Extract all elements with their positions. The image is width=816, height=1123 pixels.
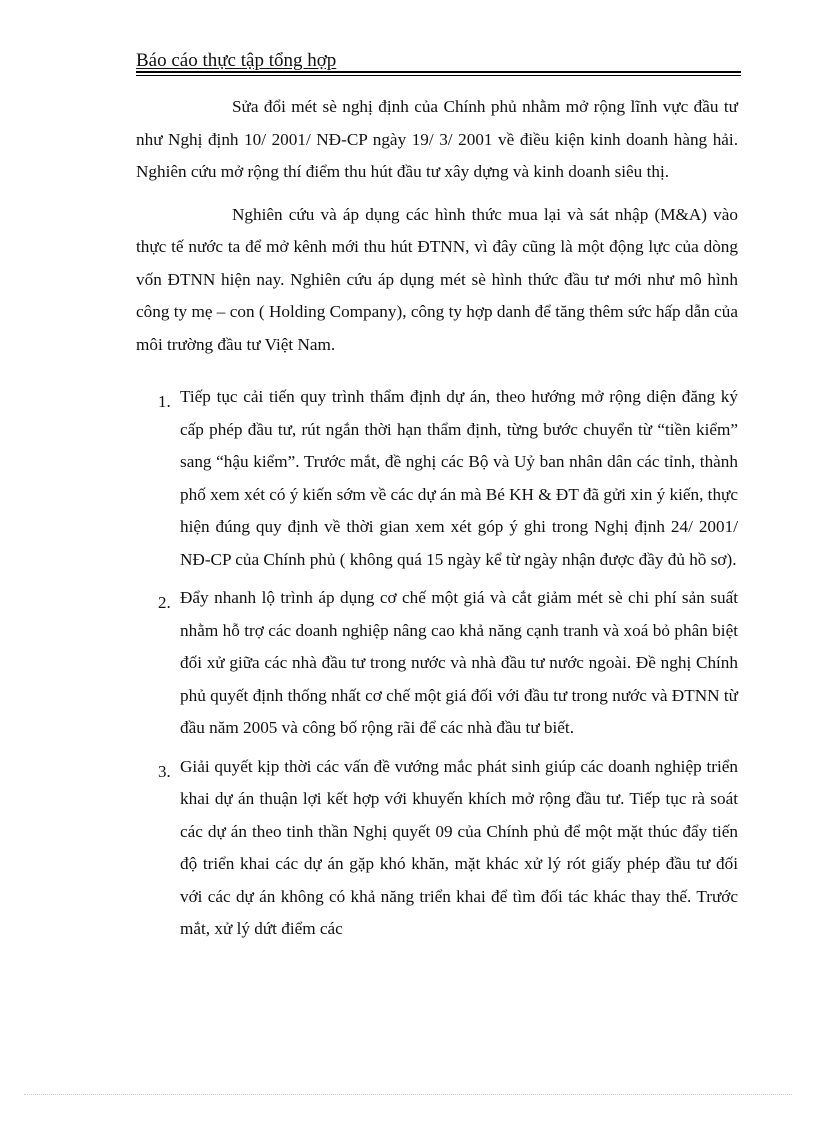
list-item-text: Đẩy nhanh lộ trình áp dụng cơ chế một giá và cắt giảm mét sè chi phí sản suất nhằm hỗ trợ các doanh nghiệp nâng cao khả năng cạnh tranh và xoá bỏ phân biệt đối xử giữa các nhà đầu tư trong nước và nhà đầu tư nước ngoài. Đề nghị Chính phủ quyết định thống nhất cơ chế một giá đối với đầu tư trong nước và ĐTNN từ đầu năm 2005 và công bố rộng rãi để các nhà đầu tư biết.: [180, 588, 738, 737]
paragraph: Sửa đổi mét sè nghị định của Chính phủ nhằm mở rộng lĩnh vực đầu tư như Nghị định 10/ 2001/ NĐ-CP ngày 19/ 3/ 2001 về điều kiện kinh doanh hàng hải. Nghiên cứu mở rộng thí điểm thu hút đầu tư xây dựng và kinh doanh siêu thị.: [136, 97, 738, 181]
header-rule: [136, 75, 741, 76]
list-item: [136, 381, 738, 576]
page-header: [136, 49, 741, 73]
header-title: Báo cáo thực tập tổng hợp: [136, 50, 337, 71]
footer-rule: [24, 1094, 792, 1095]
list-item: [136, 582, 738, 745]
numbered-list: [136, 381, 738, 946]
list-item-text: Tiếp tục cải tiến quy trình thẩm định dự án, theo hướng mở rộng diện đăng ký cấp phép đầu tư, rút ngắn thời hạn thẩm định, từng bước chuyển từ “tiền kiểm” sang “hậu kiểm”. Trước mắt, đề nghị các Bộ và Uỷ ban nhân dân các tỉnh, thành phố xem xét có ý kiến sớm về các dự án mà Bé KH & ĐT đã gửi xin ý kiến, thực hiện đúng quy định về thời gian xem xét góp ý ghi trong Nghị định 24/ 2001/ NĐ-CP của Chính phủ ( không quá 15 ngày kể từ ngày nhận được đầy đủ hồ sơ).: [180, 387, 738, 569]
body-paragraphs: [136, 91, 738, 361]
paragraph: Nghiên cứu và áp dụng các hình thức mua lại và sát nhập (M&A) vào thực tế nước ta để mở kênh mới thu hút ĐTNN, vì đây cũng là một động lực của dòng vốn ĐTNN hiện nay. Nghiên cứu áp dụng mét sè hình thức đầu tư mới như mô hình công ty mẹ – con ( Holding Company), công ty hợp danh để tăng thêm sức hấp dẫn của môi trường đầu tư Việt Nam.: [136, 204, 738, 354]
list-item-text: Giải quyết kịp thời các vấn đề vướng mắc phát sinh giúp các doanh nghiệp triển khai dự án thuận lợi kết hợp với khuyến khích mở rộng đầu tư. Tiếp tục rà soát các dự án theo tinh thần Nghị quyết 09 của Chính phủ để một mặt thúc đẩy tiến độ triển khai các dự án gặp khó khăn, mặt khác xử lý rót giấy phép đầu tư đối với các dự án không có khả năng triển khai để tìm đối tác khác thay thế. Trước mắt, xử lý dứt điểm các: [180, 756, 738, 938]
list-item-number: 2.: [158, 593, 171, 612]
list-item-number: 1.: [158, 392, 171, 411]
list-item: [136, 751, 738, 946]
list-item-number: 3.: [158, 761, 171, 781]
